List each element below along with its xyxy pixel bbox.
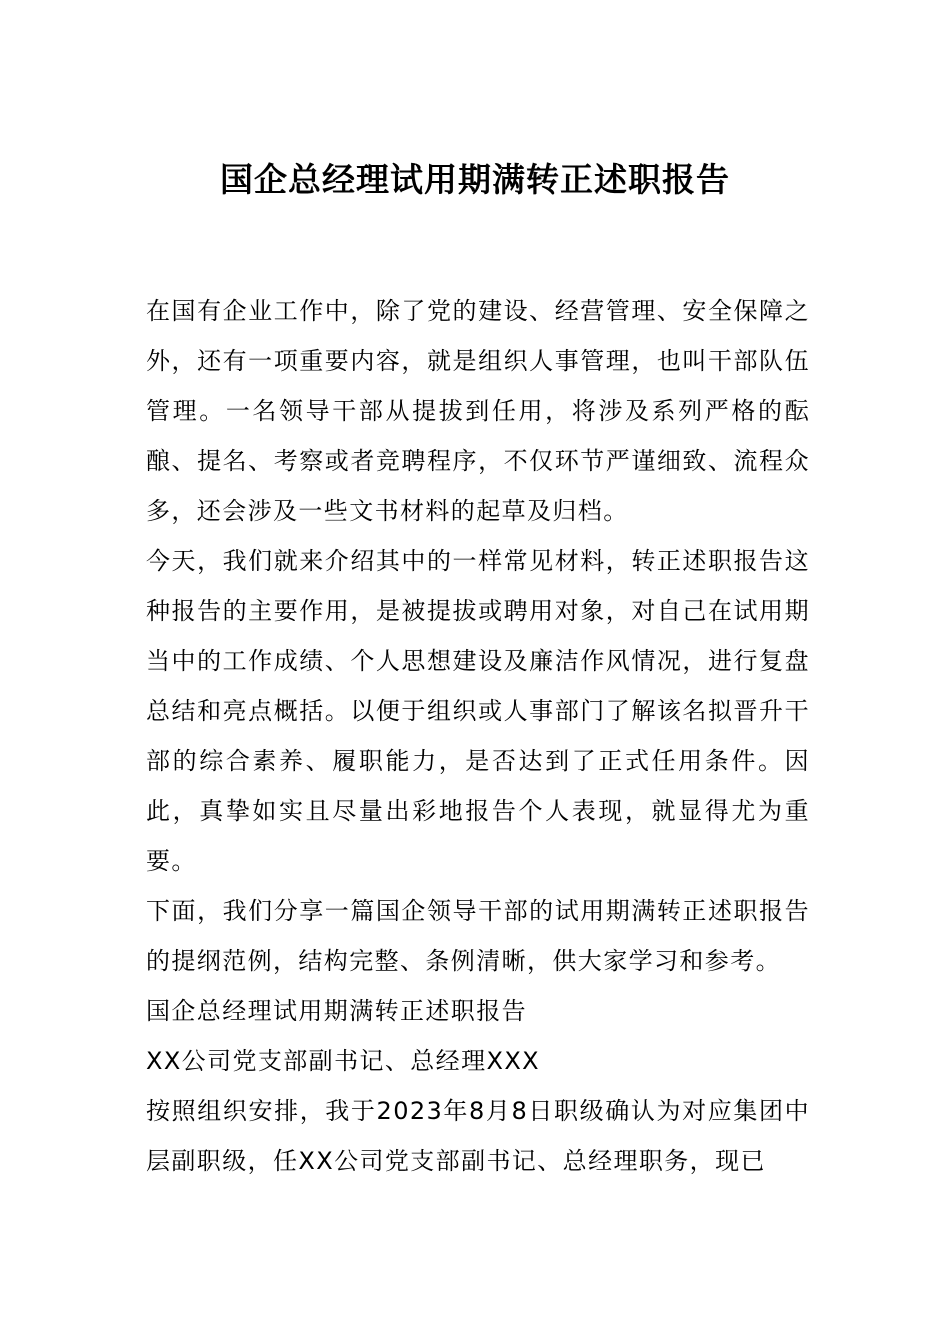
paragraph-report-opening: 按照组织安排，我于2023年8月8日职级确认为对应集团中层副职级，任XX公司党支部副书记、总经理职务，现已 [146, 1097, 810, 1175]
paragraph-share: 下面，我们分享一篇国企领导干部的试用期满转正述职报告的提纲范例，结构完整、条例清晰，供大家学习和参考。 [146, 897, 810, 975]
paragraph-intro: 在国有企业工作中，除了党的建设、经营管理、安全保障之外，还有一项重要内容，就是组织人事管理，也叫干部队伍管理。一名领导干部从提拔到任用，将涉及系列严格的酝酿、提名、考察或者竞聘程序，不仅环节严谨细致、流程众多，还会涉及一些文书材料的起草及归档。 [146, 297, 810, 525]
report-subtitle: 国企总经理试用期满转正述职报告 [146, 997, 527, 1025]
report-author: XX公司党支部副书记、总经理XXX [146, 1047, 541, 1075]
document-title: 国企总经理试用期满转正述职报告 [220, 160, 730, 199]
document-body [146, 286, 810, 1186]
paragraph-purpose: 今天，我们就来介绍其中的一样常见材料，转正述职报告这种报告的主要作用，是被提拔或聘用对象，对自己在试用期当中的工作成绩、个人思想建设及廉洁作风情况，进行复盘总结和亮点概括。以便于组织或人事部门了解该名拟晋升干部的综合素养、履职能力，是否达到了正式任用条件。因此，真挚如实且尽量出彩地报告个人表现，就显得尤为重要。 [146, 547, 810, 875]
